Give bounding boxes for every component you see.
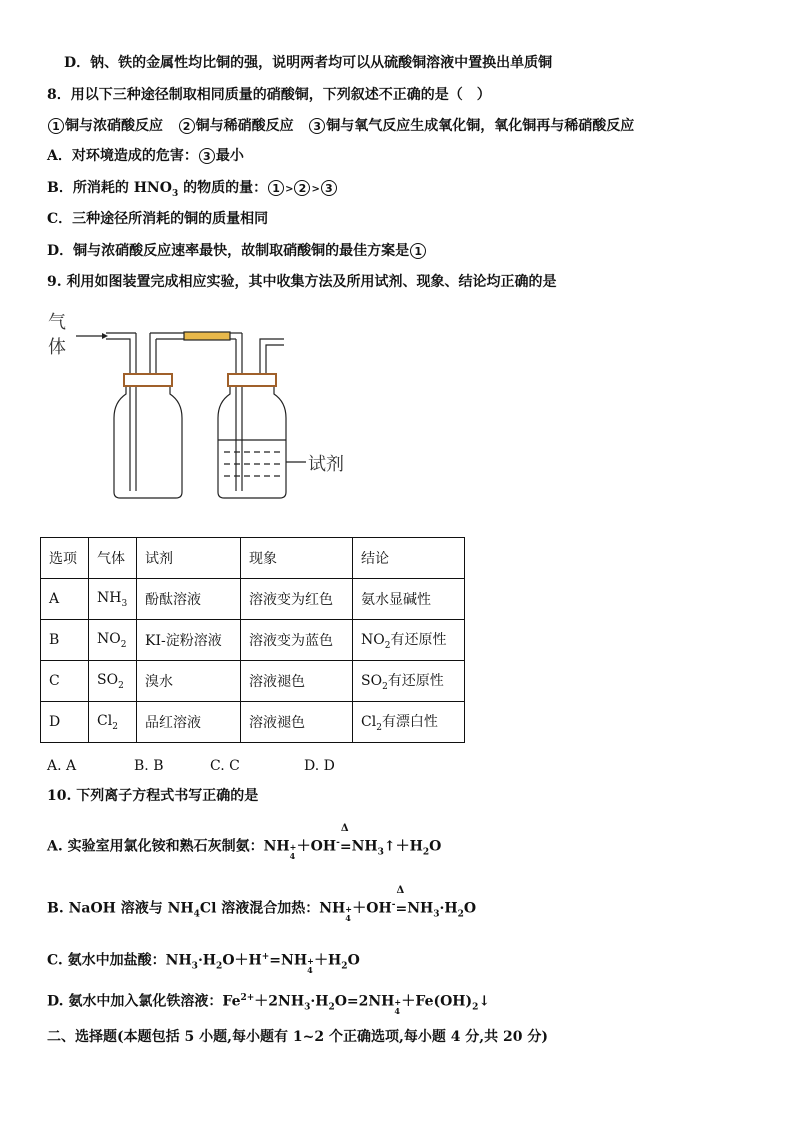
route-1-text: 铜与浓硝酸反应 [65, 118, 163, 134]
section-2-heading: 二、选择题(本题包括 5 小题,每小题有 1~2 个正确选项,每小题 4 分,共 20 分) [47, 1029, 549, 1045]
delta-icon: Δ [396, 884, 405, 896]
header-cell: 试剂 [137, 538, 241, 579]
circled-number: 1 [410, 243, 426, 259]
gas-label-1: 气 [48, 312, 66, 333]
q8-option-b: B．所消耗的 $HNO_3$ 的物质的量： 1 > 2 > 3 [47, 178, 338, 204]
answer-choice: A. A [47, 758, 77, 774]
option-cell: C [41, 661, 89, 702]
table-row [41, 579, 465, 620]
gas-cell: $Cl_2$ [89, 702, 137, 743]
q8b-text-mid: 的物质的量： [178, 180, 268, 196]
q8a-text: A．对环境造成的危害： [47, 148, 198, 164]
gas-cell: $NH_3$ [89, 579, 137, 620]
answer-choice: C. C [210, 758, 240, 774]
q10-option-c: C. 氨水中加盐酸：$NH_3\cdot H_2O+H^+=NH$ + 4 $+H_2O$ [47, 952, 360, 975]
circled-number: 1 [48, 118, 64, 134]
arrow-head-icon [102, 333, 108, 339]
delta-icon: Δ [340, 822, 349, 834]
circled-number: 3 [321, 180, 337, 196]
reagent-cell: KI-淀粉溶液 [137, 620, 241, 661]
inlet-tube-long [106, 339, 130, 491]
q8b-text: B．所消耗的 HNO [47, 180, 172, 196]
q8a-text-end: 最小 [215, 148, 244, 164]
route-2-text: 铜与稀硝酸反应 [195, 118, 294, 134]
q10-option-a: A. 实验室用氯化铵和熟石灰制氨：NH + 4 ＋OH- Δ $=NH_3↑+H_2O$ [47, 822, 442, 861]
apparatus-drawing [76, 332, 306, 498]
options-table [40, 537, 465, 743]
reagent-cell: 品红溶液 [137, 702, 241, 743]
rubber-connector [184, 332, 230, 340]
gas-cell: $SO_2$ [89, 661, 137, 702]
left-stopper [124, 374, 172, 386]
reagent-label: 试剂 [308, 454, 344, 475]
phenomenon-cell: 溶液变为蓝色 [241, 620, 353, 661]
q8-stem: 8．用以下三种途径制取相同质量的硝酸铜，下列叙述不正确的是（ ） [47, 87, 491, 103]
gas-collection-apparatus-diagram [44, 306, 364, 501]
right-bottle [218, 384, 286, 498]
header-cell: 结论 [353, 538, 465, 579]
header-cell: 现象 [241, 538, 353, 579]
q8-routes [47, 116, 634, 136]
q10-option-b: B. NaOH 溶液与 $NH_4Cl$ 溶液混合加热：NH + 4 ＋OH- Δ $=NH_3\cdot H_2O$ [47, 884, 477, 923]
conclusion-cell: $Cl_2$有漂白性 [353, 702, 465, 743]
circled-number: 2 [294, 180, 310, 196]
answer-choice: B. B [134, 758, 164, 774]
gas-label-2: 体 [48, 337, 66, 358]
gas-cell: $NO_2$ [89, 620, 137, 661]
q8-option-c: C．三种途径所消耗的铜的质量相同 [47, 211, 269, 227]
answer-choice: D. D [304, 758, 335, 774]
phenomenon-cell: 溶液变为红色 [241, 579, 353, 620]
table-row [41, 661, 465, 702]
conclusion-cell: 氨水显碱性 [353, 579, 465, 620]
q8-option-a [47, 146, 244, 166]
reagent-cell: 酚酞溶液 [137, 579, 241, 620]
right-stopper [228, 374, 276, 386]
q9-stem: 9. 利用如图装置完成相应实验，其中收集方法及所用试剂、现象、结论均正确的是 [47, 274, 557, 290]
table-row [41, 702, 465, 743]
q10-option-d: D. 氨水中加入氯化铁溶液：$Fe^{2+}+2NH_3\cdot H_2O=2NH$ + 4 $+Fe(OH)_2↓$ [47, 993, 491, 1016]
q10-stem: 10. 下列离子方程式书写正确的是 [47, 788, 259, 804]
route-3-text: 铜与氧气反应生成氧化铜，氧化铜再与稀硝酸反应 [326, 118, 635, 134]
q9-answer-choices [47, 756, 335, 776]
circled-number: 3 [199, 148, 215, 164]
header-cell: 气体 [89, 538, 137, 579]
phenomenon-cell: 溶液褪色 [241, 661, 353, 702]
table-row [41, 620, 465, 661]
phenomenon-cell: 溶液褪色 [241, 702, 353, 743]
circled-number: 2 [179, 118, 195, 134]
reagent-cell: 溴水 [137, 661, 241, 702]
left-bottle [114, 384, 182, 498]
table-header-row [41, 538, 465, 579]
subscript: 3 [171, 188, 179, 199]
option-cell: A [41, 579, 89, 620]
circled-number: 3 [309, 118, 325, 134]
conclusion-cell: $NO_2$有还原性 [353, 620, 465, 661]
q8-option-d [47, 241, 427, 261]
option-cell: B [41, 620, 89, 661]
header-cell: 选项 [41, 538, 89, 579]
q7-option-d: D．钠、铁的金属性均比铜的强，说明两者均可以从硫酸铜溶液中置换出单质铜 [64, 55, 553, 71]
option-cell: D [41, 702, 89, 743]
conclusion-cell: $SO_2$有还原性 [353, 661, 465, 702]
circled-number: 1 [268, 180, 284, 196]
q8d-text: D．铜与浓硝酸反应速率最快，故制取硝酸铜的最佳方案是 [47, 243, 410, 259]
